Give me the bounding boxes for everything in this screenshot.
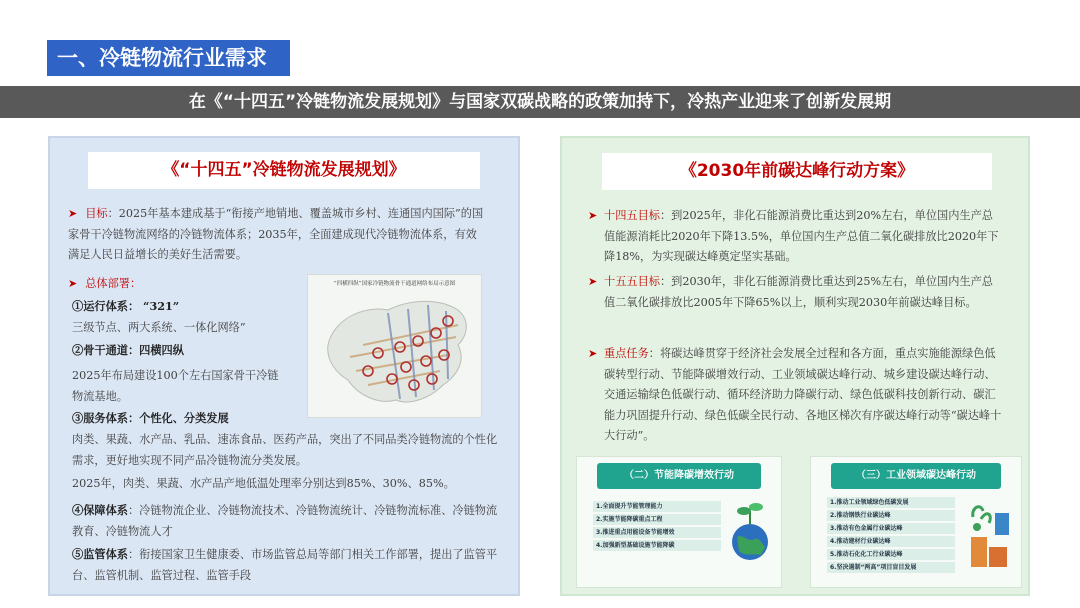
- system-5-text: ：衔接国家卫生健康委、市场监管总局等部门相关工作部署，提出了监管平台、监管机制、监管过程、监管手段: [72, 548, 498, 582]
- industry-card-title: （三）工业领域碳达峰行动: [831, 463, 1001, 489]
- arrow-bullet-icon: ➤: [68, 277, 78, 290]
- arrow-bullet-icon: ➤: [68, 207, 78, 220]
- list-item: 6.坚决遏制“两高”项目盲目发展: [827, 562, 955, 573]
- p2-text: ：到2030年，非化石能源消费比重达到25%左右，单位国内生产总值二氧化碳排放比2005年下降65%以上，顺利实现2030年前碳达峰目标。: [604, 275, 993, 309]
- system-3-heading: ③服务体系：个性化、分类发展: [72, 411, 229, 425]
- energy-action-card: [576, 456, 782, 588]
- section-title: 一、冷链物流行业需求: [47, 40, 290, 76]
- deploy-suffix: ：: [129, 277, 142, 290]
- p1-label: 十四五目标: [604, 209, 660, 222]
- list-item: 4.加强新型基础设施节能降碳: [593, 540, 721, 551]
- goal-text: ：2025年基本建成基于“衔接产地销地、覆盖城市乡村、连通国内国际”的国家骨干冷链物流网络的冷链物流体系；2035年，全面建成现代冷链物流体系，有效满足人民日益增长的美好生活需要。: [68, 207, 484, 261]
- right-panel-title: 《2030年前碳达峰行动方案》: [602, 153, 992, 190]
- list-item: 4.推动建材行业碳达峰: [827, 536, 955, 547]
- system-4-paragraph: [72, 500, 502, 542]
- system-2-heading: ②骨干通道：四横四纵: [72, 343, 184, 357]
- p2-label: 十五五目标: [604, 275, 660, 288]
- system-3-text: 肉类、果蔬、水产品、乳品、速冻食品、医药产品，突出了不同品类冷链物流的个性化需求，更好地实现不同产品冷链物流分类发展。: [72, 433, 498, 467]
- factory-recycle-icon: [965, 497, 1015, 577]
- p3-text: ：将碳达峰贯穿于经济社会发展全过程和各方面，重点实施能源绿色低碳转型行动、节能降碳增效行动、工业领域碳达峰行动、城乡建设碳达峰行动、交通运输绿色低碳行动、循环经济助力降碳行动、绿色低碳科技创新行动、碳汇能力巩固提升行动、绿色低碳全民行动、各地区梯次有序碳达峰行动等“碳达峰十大行动”。: [604, 347, 1002, 442]
- arrow-bullet-icon: ➤: [588, 275, 598, 288]
- system-4-heading: ④保障体系: [72, 503, 128, 517]
- arrow-bullet-icon: ➤: [588, 209, 598, 222]
- p1-paragraph: [588, 206, 1004, 268]
- globe-plant-icon: [725, 497, 775, 567]
- china-map-graphic: [308, 275, 481, 417]
- list-item: 5.推动石化化工行业碳达峰: [827, 549, 955, 560]
- left-panel-title: 《“十四五”冷链物流发展规划》: [88, 152, 480, 189]
- energy-card-list: [593, 501, 721, 553]
- industry-action-card: [810, 456, 1022, 588]
- left-panel: [48, 136, 520, 596]
- list-item: 3.推动有色金属行业碳达峰: [827, 523, 955, 534]
- system-2-text: 2025年布局建设100个左右国家骨干冷链物流基地。: [72, 369, 279, 403]
- right-panel: [560, 136, 1030, 596]
- list-item: 2.推动钢铁行业碳达峰: [827, 510, 955, 521]
- industry-card-list: [827, 497, 955, 575]
- list-item: 3.推进重点用能设备节能增效: [593, 527, 721, 538]
- energy-card-title: （二）节能降碳增效行动: [597, 463, 761, 489]
- deploy-label: 总体部署: [85, 277, 130, 290]
- p1-text: ：到2025年，非化石能源消费比重达到20%左右，单位国内生产总值能源消耗比2020年下降13.5%，单位国内生产总值二氧化碳排放比2020年下降18%，为实现碳达峰奠定坚实基础。: [604, 209, 999, 263]
- china-network-map: [307, 274, 482, 418]
- p2-paragraph: [588, 272, 1004, 313]
- deploy-heading: [68, 274, 298, 295]
- system-4-text: ：冷链物流企业、冷链物流技术、冷链物流统计、冷链物流标准、冷链物流教育、冷链物流人才: [72, 504, 498, 538]
- banner-headline: 在《“十四五”冷链物流发展规划》与国家双碳战略的政策加持下，冷热产业迎来了创新发展期: [0, 86, 1080, 118]
- system-1-heading: ①运行体系： “321”: [72, 299, 180, 313]
- system-1-text: 三级节点、两大系统、一体化网络”: [72, 321, 246, 334]
- map-caption: “四横四纵”国家冷链物流骨干通道网络布局示意图: [333, 281, 456, 287]
- system-3-text-2: 2025年，肉类、果蔬、水产品产地低温处理率分别达到85%、30%、85%。: [72, 477, 455, 490]
- goal-label: 目标: [85, 207, 108, 220]
- list-item: 1.全面提升节能管理能力: [593, 501, 721, 512]
- list-item: 1.推动工业领域绿色低碳发展: [827, 497, 955, 508]
- goal-paragraph: [68, 204, 488, 266]
- system-5-heading: ⑤监管体系: [72, 547, 128, 561]
- system-5-paragraph: [72, 544, 502, 586]
- list-item: 2.实施节能降碳重点工程: [593, 514, 721, 525]
- arrow-bullet-icon: ➤: [588, 347, 598, 360]
- p3-label: 重点任务: [604, 347, 649, 360]
- p3-paragraph: [588, 344, 1004, 447]
